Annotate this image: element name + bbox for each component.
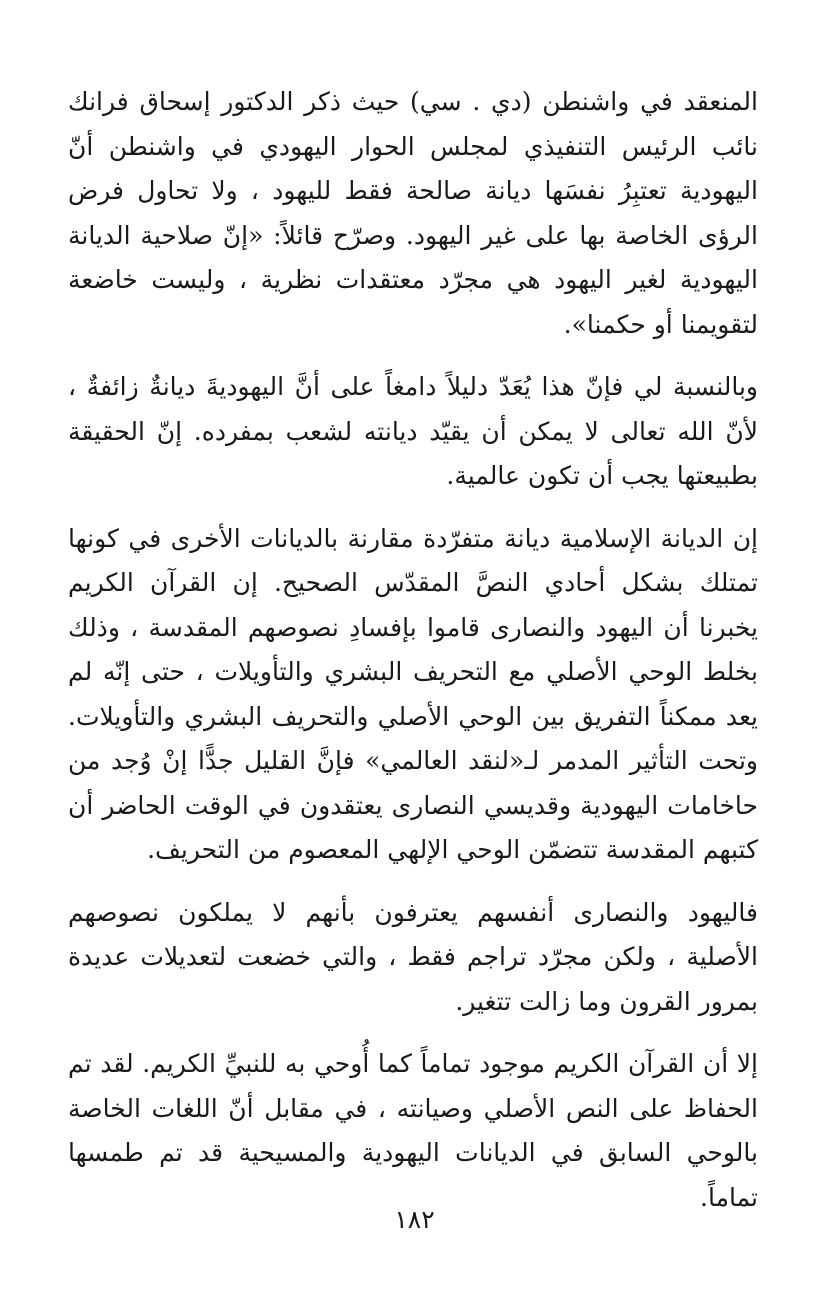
paragraph-1: المنعقد في واشنطن (دي . سي) حيث ذكر الدكتور إسحاق فرانك نائب الرئيس التنفيذي لمجلس الحوار اليهودي في واشنطن أنّ اليهودية تعتبِرُ نفسَها ديانة صالحة فقط لليهود ، ولا تحاول فرض الرؤى الخاصة بها على غير اليهود. وصرّح قائلاً: «إنّ صلاحية الديانة اليهودية لغير اليهود هي مجرّد معتقدات نظرية ، وليست خاضعة لتقويمنا أو حكمنا». (68, 87, 758, 339)
paragraph-4: فاليهود والنصارى أنفسهم يعترفون بأنهم لا يملكون نصوصهم الأصلية ، ولكن مجرّد تراجم فقط ، والتي خضعت لتعديلات عديدة بمرور القرون وما زالت تتغير. (68, 897, 758, 1016)
paragraph-3: إن الديانة الإسلامية ديانة متفرّدة مقارنة بالديانات الأخرى في كونها تمتلك بشكل أحادي النصَّ المقدّس الصحيح. إن القرآن الكريم يخبرنا أن اليهود والنصارى قاموا بإفسادِ نصوصهم المقدسة ، وذلك بخلط الوحي الأصلي مع التحريف البشري والتأويلات ، حتى إنّه لم يعد ممكناً التفريق بين الوحي الأصلي والتحريف البشري والتأويلات. وتحت التأثير المدمر لـ«لنقد العالمي» فإنَّ القليل جدًّا إنْ وُجد من حاخامات اليهودية وقديسي النصارى يعتقدون في الوقت الحاضر أن كتبهم المقدسة تتضمّن الوحي الإلهي المعصوم من التحريف. (68, 523, 758, 864)
paragraph-5: إلا أن القرآن الكريم موجود تماماً كما أُوحي به للنبيِّ الكريم. لقد تم الحفاظ على النص الأصلي وصيانته ، في مقابل أنّ اللغات الخاصة بالوحي السابق في الديانات اليهودية والمسيحية قد تم طمسها تماماً. (68, 1049, 758, 1212)
paragraph-2: وبالنسبة لي فإنّ هذا يُعَدّ دليلاً دامغاً على أنَّ اليهوديةَ ديانةٌ زائفةٌ ، لأنّ الله تعالى لا يمكن أن يقيّد ديانته لشعب بمفرده. إنّ الحقيقة بطبيعتها يجب أن تكون عالمية. (68, 372, 758, 490)
body-text (68, 80, 758, 1220)
page-number: ١٨٢ (394, 1205, 435, 1234)
